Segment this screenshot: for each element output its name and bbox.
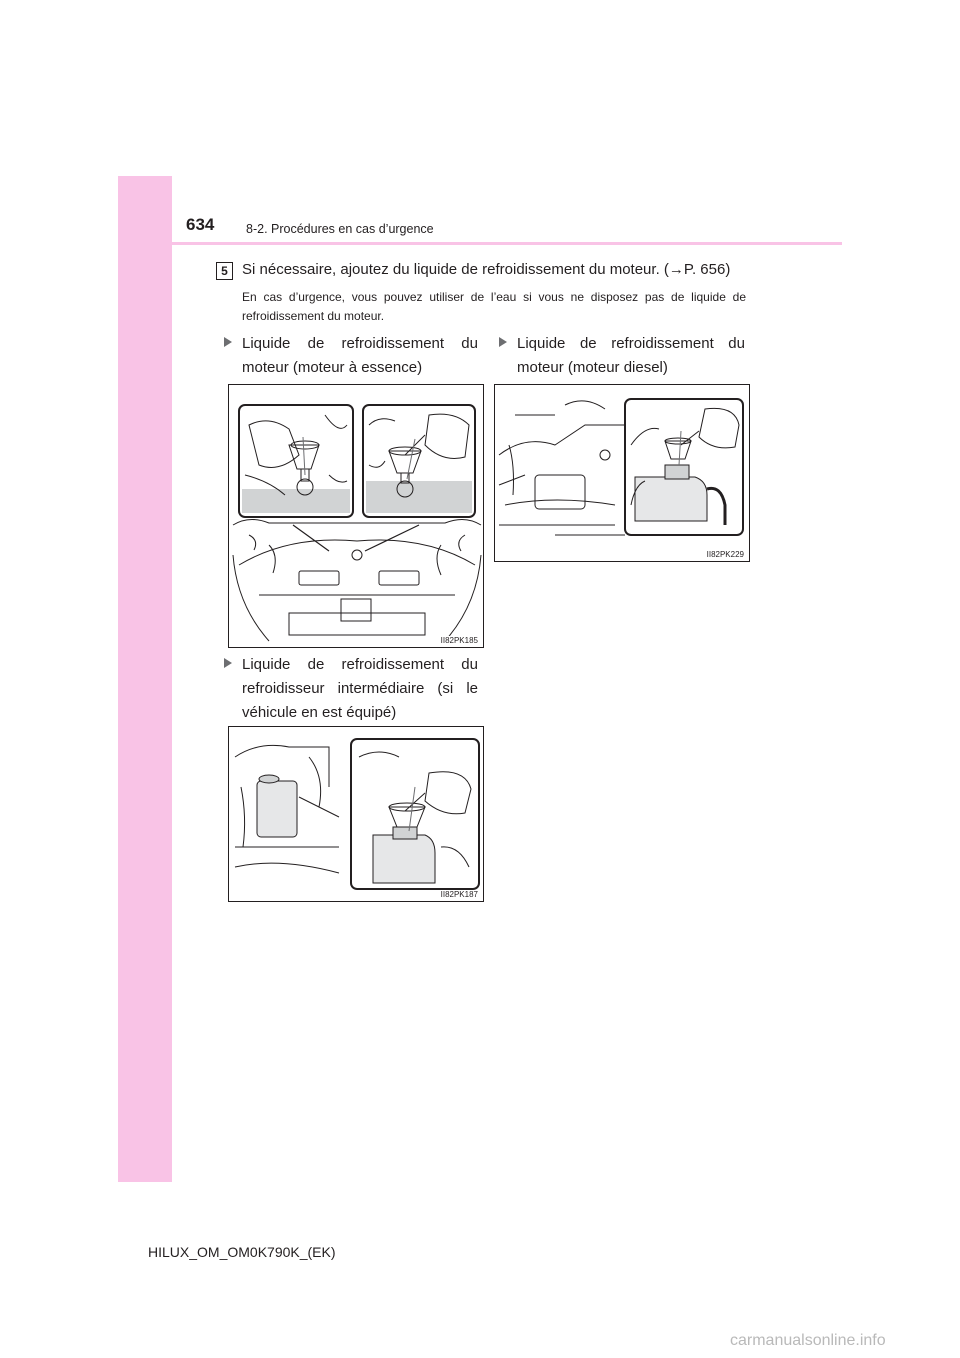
figure-code: II82PK185 bbox=[440, 636, 478, 645]
caption-text: Liquide de refroidissement du moteur (moteur à essence) bbox=[242, 335, 478, 376]
section-title: 8-2. Procédures en cas d’urgence bbox=[246, 222, 434, 236]
figure-caption-diesel bbox=[517, 332, 745, 380]
side-tab-bar bbox=[118, 176, 172, 1182]
figure-intercooler bbox=[228, 726, 484, 902]
header-divider bbox=[118, 242, 842, 245]
watermark bbox=[730, 1332, 960, 1358]
caption-text: Liquide de refroidissement du refroidisseur intermédiaire (si le véhicule en est équipé) bbox=[242, 656, 478, 721]
figure-code: II82PK187 bbox=[440, 890, 478, 899]
step-instruction: Si nécessaire, ajoutez du liquide de refroidissement du moteur. (→P. 656) bbox=[242, 261, 731, 278]
step-note: En cas d’urgence, vous pouvez utiliser de l’eau si vous ne disposez pas de liquide de refroidissement du moteur. bbox=[242, 290, 746, 323]
document-id: HILUX_OM_OM0K790K_(EK) bbox=[148, 1244, 336, 1260]
bullet-triangle-icon bbox=[224, 658, 232, 668]
figure-caption-intercooler bbox=[242, 653, 478, 725]
figure-diesel-engine bbox=[494, 384, 750, 562]
intercooler-illustration bbox=[229, 727, 484, 902]
page-number: 634 bbox=[186, 215, 215, 234]
step-number-badge: 5 bbox=[216, 262, 233, 280]
figure-code: II82PK229 bbox=[706, 550, 744, 559]
caption-text: Liquide de refroidissement du moteur (moteur diesel) bbox=[517, 335, 745, 376]
engine-bay-illustration bbox=[229, 385, 484, 648]
bullet-triangle-icon bbox=[499, 337, 507, 347]
figure-caption-gasoline bbox=[242, 332, 478, 380]
watermark-text: carmanualsonline.info bbox=[730, 1332, 886, 1349]
engine-bay-illustration bbox=[495, 385, 750, 562]
bullet-triangle-icon bbox=[224, 337, 232, 347]
figure-gasoline-engine bbox=[228, 384, 484, 648]
